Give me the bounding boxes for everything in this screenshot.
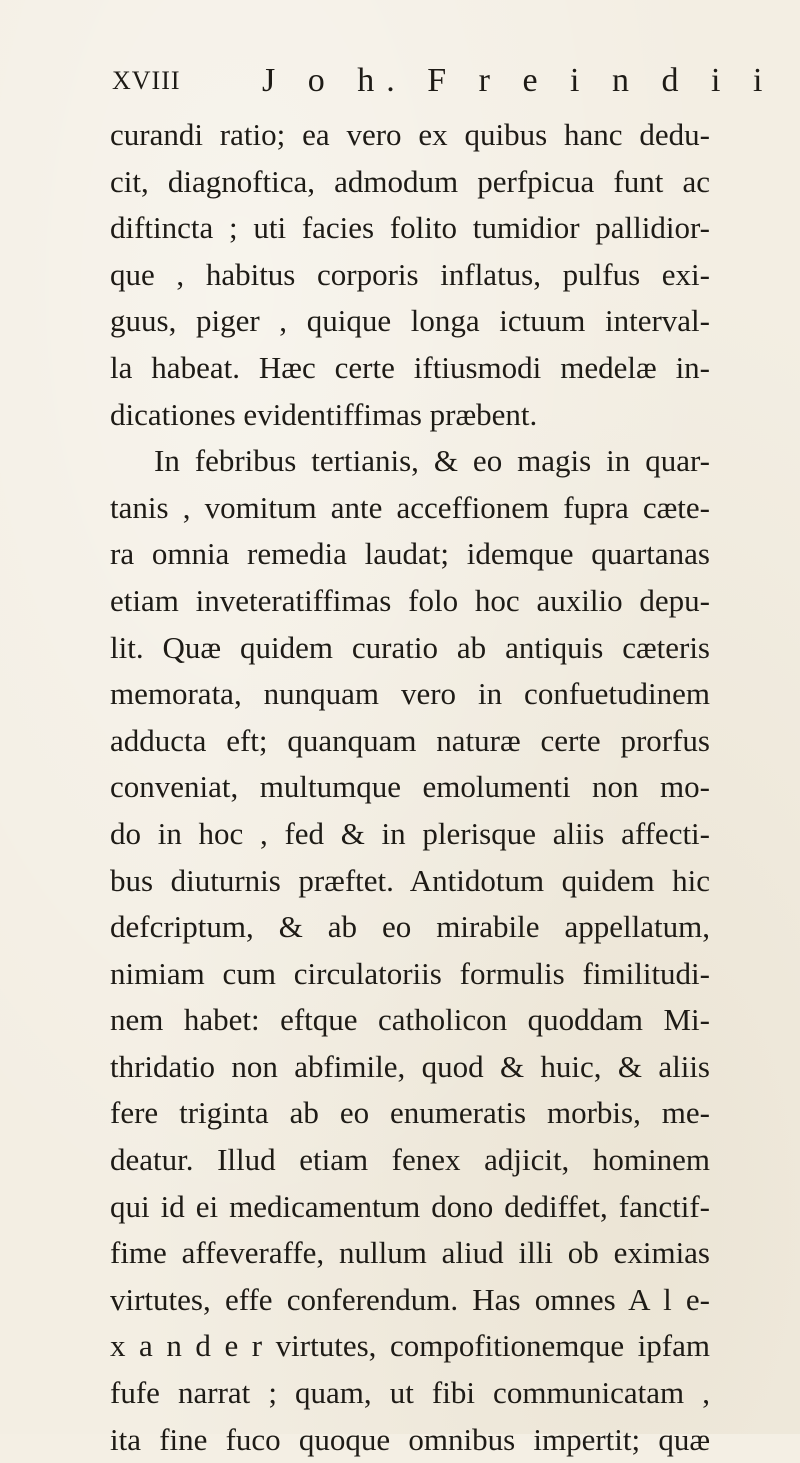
text-line: dicationes evidentiffimas præbent.: [110, 396, 538, 432]
text-line: nem habet: eftque catholicon quoddam Mi-: [110, 1002, 710, 1038]
text-line: que , habitus corporis inflatus, pulfus exi-: [110, 256, 710, 292]
text-line: cit, diagnoftica, admodum perfpicua funt ac: [110, 163, 710, 199]
text-line: adducta eft; quanquam naturæ certe prorfus: [110, 722, 710, 758]
text-line: deatur. Illud etiam fenex adjicit, hominem: [110, 1142, 710, 1178]
text-line: x a n d e r virtutes, compofitionemque ipfam: [110, 1328, 710, 1364]
text-line: guus, piger , quique longa ictuum interval-: [110, 303, 710, 339]
text-line: defcriptum, & ab eo mirabile appellatum,: [110, 909, 710, 945]
text-line: lit. Quæ quidem curatio ab antiquis cæteris: [110, 629, 710, 665]
running-head: J o h. F r e i n d i i: [262, 62, 775, 99]
text-line: virtutes, effe conferendum. Has omnes A l e-: [110, 1281, 710, 1317]
text-line: do in hoc , fed & in plerisque aliis affecti-: [110, 815, 710, 851]
text-line: bus diuturnis præftet. Antidotum quidem hic: [110, 862, 710, 898]
text-line: fufe narrat ; quam, ut fibi communicatam ,: [110, 1375, 710, 1411]
page-number: XVIII: [112, 66, 181, 95]
text-line: curandi ratio; ea vero ex quibus hanc dedu-: [110, 117, 710, 152]
text-line: ra omnia remedia laudat; idemque quartanas: [110, 536, 710, 572]
text-line: fime affeveraffe, nullum aliud illi ob eximias: [110, 1235, 710, 1271]
text-line: qui id ei medicamentum dono dediffet, fanctif-: [110, 1188, 710, 1224]
text-line: thridatio non abfimile, quod & huic, & aliis: [110, 1048, 710, 1084]
text-line: nimiam cum circulatoriis formulis fimilitudi-: [110, 955, 710, 991]
text-line: conveniat, multumque emolumenti non mo-: [110, 769, 710, 805]
text-line: diftincta ; uti facies folito tumidior pallidior-: [110, 210, 710, 246]
text-line: memorata, nunquam vero in confuetudinem: [110, 676, 710, 712]
text-line: la habeat. Hæc certe iftiusmodi medelæ in-: [110, 349, 710, 385]
page-header: [112, 62, 775, 102]
body-text: [110, 112, 710, 1463]
text-line: fere triginta ab eo enumeratis morbis, me-: [110, 1095, 710, 1131]
text-line: tanis , vomitum ante acceffionem fupra cæte-: [110, 489, 710, 525]
text-line: ita fine fuco quoque omnibus impertit; quæ: [110, 1421, 710, 1457]
text-line: In febribus tertianis, & eo magis in quar-: [154, 443, 710, 479]
text-line: etiam inveteratiffimas folo hoc auxilio depu-: [110, 582, 710, 618]
